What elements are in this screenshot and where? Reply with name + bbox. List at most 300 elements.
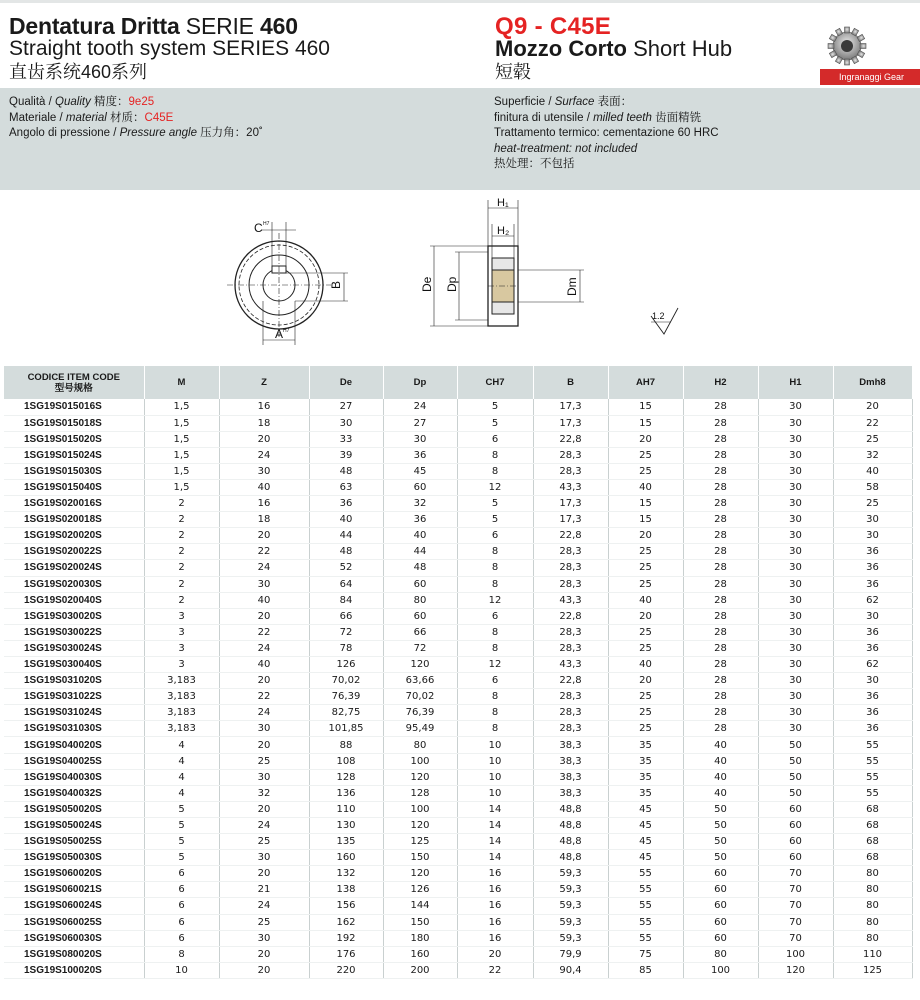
- table-cell: 5: [144, 834, 219, 850]
- table-cell: 36: [833, 544, 912, 560]
- table-row: [4, 817, 912, 833]
- series-title-cn: 直齿系统460系列: [9, 62, 148, 82]
- table-cell: 55: [608, 930, 683, 946]
- table-cell: 20: [457, 946, 533, 962]
- table-cell: 28,3: [533, 463, 608, 479]
- table-cell: 48,8: [533, 834, 608, 850]
- item-code-cell: 1SG19S040025S: [4, 753, 144, 769]
- table-cell: 8: [457, 560, 533, 576]
- table-cell: 8: [457, 721, 533, 737]
- table-cell: 12: [457, 657, 533, 673]
- catalog-header: [0, 0, 920, 190]
- table-row: [4, 930, 912, 946]
- table-cell: 76,39: [309, 689, 383, 705]
- table-cell: 8: [457, 689, 533, 705]
- table-cell: 28: [683, 576, 758, 592]
- table-cell: 25: [608, 705, 683, 721]
- table-cell: 6: [457, 608, 533, 624]
- table-cell: 28: [683, 544, 758, 560]
- item-code-cell: 1SG19S015030S: [4, 463, 144, 479]
- table-row: [4, 640, 912, 656]
- table-cell: 1,5: [144, 431, 219, 447]
- table-cell: 20: [608, 673, 683, 689]
- table-cell: 70: [758, 930, 833, 946]
- item-code-cell: 1SG19S030022S: [4, 624, 144, 640]
- table-cell: 68: [833, 834, 912, 850]
- col-H1-header: H1: [758, 366, 833, 399]
- table-cell: 100: [758, 946, 833, 962]
- table-cell: 80: [383, 592, 457, 608]
- table-cell: 40: [683, 753, 758, 769]
- table-cell: 20: [219, 866, 309, 882]
- table-cell: 60: [683, 898, 758, 914]
- table-cell: 130: [309, 817, 383, 833]
- table-cell: 55: [833, 737, 912, 753]
- table-cell: 30: [758, 624, 833, 640]
- table-row: [4, 399, 912, 415]
- table-cell: 40: [383, 528, 457, 544]
- table-cell: 20: [833, 399, 912, 415]
- table-cell: 59,3: [533, 898, 608, 914]
- table-cell: 20: [608, 608, 683, 624]
- table-cell: 36: [833, 705, 912, 721]
- table-cell: 156: [309, 898, 383, 914]
- table-cell: 16: [457, 866, 533, 882]
- table-cell: 30: [219, 850, 309, 866]
- table-cell: 135: [309, 834, 383, 850]
- table-cell: 32: [219, 785, 309, 801]
- table-cell: 150: [383, 850, 457, 866]
- table-cell: 2: [144, 528, 219, 544]
- table-cell: 45: [383, 463, 457, 479]
- table-row: [4, 866, 912, 882]
- table-cell: 108: [309, 753, 383, 769]
- table-cell: 8: [457, 576, 533, 592]
- top-rule: [0, 0, 920, 3]
- table-cell: 120: [383, 769, 457, 785]
- table-cell: 28: [683, 399, 758, 415]
- table-cell: 25: [608, 447, 683, 463]
- table-cell: 30: [758, 528, 833, 544]
- item-code-cell: 1SG19S030024S: [4, 640, 144, 656]
- series-title-en: Straight tooth system SERIES 460: [9, 37, 330, 60]
- table-cell: 20: [219, 608, 309, 624]
- table-cell: 6: [144, 914, 219, 930]
- table-cell: 45: [608, 834, 683, 850]
- table-cell: 85: [608, 962, 683, 978]
- table-cell: 30: [758, 415, 833, 431]
- item-code-cell: 1SG19S020018S: [4, 512, 144, 528]
- table-row: [4, 914, 912, 930]
- table-cell: 28: [683, 512, 758, 528]
- table-cell: 1,5: [144, 479, 219, 495]
- table-cell: 28: [683, 608, 758, 624]
- table-row: [4, 512, 912, 528]
- item-code-cell: 1SG19S050024S: [4, 817, 144, 833]
- table-cell: 136: [309, 785, 383, 801]
- table-cell: 14: [457, 801, 533, 817]
- table-cell: 20: [219, 801, 309, 817]
- table-cell: 20: [219, 962, 309, 978]
- table-cell: 28: [683, 415, 758, 431]
- table-cell: 20: [219, 431, 309, 447]
- table-cell: 40: [833, 463, 912, 479]
- table-cell: 30: [758, 447, 833, 463]
- table-cell: 28,3: [533, 576, 608, 592]
- table-row: [4, 608, 912, 624]
- col-B-header: B: [533, 366, 608, 399]
- table-cell: 59,3: [533, 882, 608, 898]
- table-cell: 70: [758, 898, 833, 914]
- table-cell: 5: [457, 496, 533, 512]
- table-cell: 38,3: [533, 769, 608, 785]
- table-row: [4, 882, 912, 898]
- table-cell: 160: [309, 850, 383, 866]
- table-cell: 59,3: [533, 866, 608, 882]
- table-cell: 60: [383, 608, 457, 624]
- table-cell: 30: [758, 592, 833, 608]
- table-cell: 24: [219, 817, 309, 833]
- table-row: [4, 415, 912, 431]
- table-cell: 60: [383, 576, 457, 592]
- table-cell: 30: [219, 721, 309, 737]
- label-B: B: [329, 280, 343, 289]
- table-cell: 25: [608, 560, 683, 576]
- table-cell: 55: [833, 785, 912, 801]
- table-cell: 125: [833, 962, 912, 978]
- table-cell: 24: [219, 898, 309, 914]
- spec-heat-treatment-en: heat-treatment: not included: [494, 142, 638, 155]
- table-cell: 30: [758, 479, 833, 495]
- table-cell: 30: [833, 673, 912, 689]
- table-cell: 20: [608, 431, 683, 447]
- table-cell: 8: [144, 946, 219, 962]
- table-cell: 17,3: [533, 415, 608, 431]
- label-C: C: [254, 221, 263, 235]
- table-cell: 15: [608, 496, 683, 512]
- table-cell: 50: [758, 769, 833, 785]
- table-cell: 6: [457, 673, 533, 689]
- table-cell: 38,3: [533, 737, 608, 753]
- table-cell: 17,3: [533, 512, 608, 528]
- table-cell: 4: [144, 753, 219, 769]
- table-body: [4, 399, 912, 978]
- table-cell: 50: [683, 817, 758, 833]
- table-cell: 24: [219, 560, 309, 576]
- table-cell: 28: [683, 640, 758, 656]
- label-C-sup: H7: [263, 221, 270, 227]
- table-cell: 3,183: [144, 721, 219, 737]
- table-cell: 55: [833, 753, 912, 769]
- item-code-cell: 1SG19S015040S: [4, 479, 144, 495]
- table-cell: 70: [758, 882, 833, 898]
- table-cell: 192: [309, 930, 383, 946]
- table-cell: 22: [219, 689, 309, 705]
- table-cell: 25: [219, 753, 309, 769]
- table-cell: 150: [383, 914, 457, 930]
- table-cell: 36: [383, 512, 457, 528]
- table-cell: 36: [833, 576, 912, 592]
- table-cell: 48: [309, 463, 383, 479]
- table-cell: 10: [457, 737, 533, 753]
- item-code-cell: 1SG19S060030S: [4, 930, 144, 946]
- table-cell: 28: [683, 624, 758, 640]
- table-cell: 120: [758, 962, 833, 978]
- product-name: Mozzo Corto Short Hub: [495, 36, 733, 61]
- table-cell: 25: [608, 640, 683, 656]
- table-row: [4, 592, 912, 608]
- table-cell: 25: [608, 544, 683, 560]
- gear-drawing: [0, 190, 920, 360]
- table-row: [4, 560, 912, 576]
- table-cell: 25: [608, 721, 683, 737]
- table-cell: 30: [758, 576, 833, 592]
- table-cell: 30: [833, 528, 912, 544]
- table-cell: 30: [219, 463, 309, 479]
- table-row: [4, 721, 912, 737]
- table-cell: 20: [219, 528, 309, 544]
- spec-heat-treatment: Trattamento termico: cementazione 60 HRC: [494, 127, 719, 139]
- table-cell: 22: [457, 962, 533, 978]
- col-De-header: De: [309, 366, 383, 399]
- table-cell: 100: [383, 801, 457, 817]
- table-cell: 25: [833, 496, 912, 512]
- table-cell: 55: [833, 769, 912, 785]
- item-code-cell: 1SG19S060025S: [4, 914, 144, 930]
- table-cell: 110: [833, 946, 912, 962]
- table-cell: 30: [758, 657, 833, 673]
- table-cell: 28,3: [533, 447, 608, 463]
- table-cell: 176: [309, 946, 383, 962]
- table-cell: 70,02: [309, 673, 383, 689]
- col-CH7-header: CH7: [457, 366, 533, 399]
- table-cell: 66: [383, 624, 457, 640]
- specs-right: [494, 95, 719, 173]
- table-cell: 52: [309, 560, 383, 576]
- table-cell: 45: [608, 850, 683, 866]
- col-M-header: M: [144, 366, 219, 399]
- table-cell: 10: [457, 753, 533, 769]
- gear-icon: [820, 20, 920, 70]
- table-cell: 40: [608, 657, 683, 673]
- table-cell: 15: [608, 399, 683, 415]
- table-cell: 6: [144, 898, 219, 914]
- table-cell: 40: [683, 785, 758, 801]
- table-row: [4, 496, 912, 512]
- table-row: [4, 689, 912, 705]
- table-cell: 22: [219, 624, 309, 640]
- table-cell: 40: [219, 479, 309, 495]
- table-cell: 10: [457, 785, 533, 801]
- table-cell: 44: [383, 544, 457, 560]
- table-cell: 40: [608, 479, 683, 495]
- table-row: [4, 624, 912, 640]
- table-cell: 28: [683, 657, 758, 673]
- spec-heat-treatment-cn: 热处理：不包括: [494, 158, 575, 170]
- table-cell: 5: [144, 817, 219, 833]
- table-cell: 138: [309, 882, 383, 898]
- table-cell: 36: [383, 447, 457, 463]
- table-cell: 20: [219, 737, 309, 753]
- table-cell: 30: [309, 415, 383, 431]
- table-cell: 30: [758, 431, 833, 447]
- table-cell: 30: [758, 560, 833, 576]
- table-cell: 60: [683, 914, 758, 930]
- table-cell: 28: [683, 689, 758, 705]
- table-cell: 2: [144, 592, 219, 608]
- series-title-it: Dentatura Dritta SERIE 460: [9, 13, 298, 39]
- table-cell: 132: [309, 866, 383, 882]
- table-cell: 120: [383, 866, 457, 882]
- table-cell: 126: [383, 882, 457, 898]
- table-cell: 60: [683, 930, 758, 946]
- spec-material: Materiale / material 材质：C45E: [9, 111, 174, 124]
- table-cell: 14: [457, 817, 533, 833]
- table-cell: 22: [833, 415, 912, 431]
- table-row: [4, 753, 912, 769]
- table-cell: 25: [608, 576, 683, 592]
- item-code-cell: 1SG19S050020S: [4, 801, 144, 817]
- table-cell: 8: [457, 447, 533, 463]
- table-cell: 220: [309, 962, 383, 978]
- item-code-cell: 1SG19S040032S: [4, 785, 144, 801]
- table-cell: 70: [758, 866, 833, 882]
- table-cell: 3,183: [144, 673, 219, 689]
- table-cell: 30: [833, 512, 912, 528]
- table-cell: 125: [383, 834, 457, 850]
- table-cell: 14: [457, 834, 533, 850]
- col-Dp-header: Dp: [383, 366, 457, 399]
- table-cell: 36: [833, 689, 912, 705]
- item-code-cell: 1SG19S030040S: [4, 657, 144, 673]
- item-code-table: [4, 366, 913, 979]
- table-cell: 2: [144, 576, 219, 592]
- item-code-cell: 1SG19S040030S: [4, 769, 144, 785]
- table-cell: 40: [608, 592, 683, 608]
- table-cell: 30: [758, 673, 833, 689]
- item-code-cell: 1SG19S020022S: [4, 544, 144, 560]
- table-cell: 16: [457, 914, 533, 930]
- table-cell: 90,4: [533, 962, 608, 978]
- table-cell: 25: [219, 914, 309, 930]
- table-cell: 80: [383, 737, 457, 753]
- table-cell: 78: [309, 640, 383, 656]
- table-cell: 25: [608, 689, 683, 705]
- table-cell: 30: [758, 399, 833, 415]
- label-De: De: [420, 276, 434, 292]
- table-cell: 6: [144, 882, 219, 898]
- table-cell: 28,3: [533, 721, 608, 737]
- table-cell: 63: [309, 479, 383, 495]
- table-cell: 30: [833, 608, 912, 624]
- table-cell: 43,3: [533, 479, 608, 495]
- table-cell: 24: [219, 640, 309, 656]
- table-cell: 55: [608, 866, 683, 882]
- table-cell: 6: [457, 431, 533, 447]
- table-cell: 28: [683, 592, 758, 608]
- table-cell: 60: [758, 801, 833, 817]
- table-cell: 28,3: [533, 560, 608, 576]
- table-cell: 100: [683, 962, 758, 978]
- table-cell: 50: [683, 850, 758, 866]
- table-cell: 50: [683, 834, 758, 850]
- table-cell: 162: [309, 914, 383, 930]
- table-cell: 45: [608, 801, 683, 817]
- item-code-cell: 1SG19S050025S: [4, 834, 144, 850]
- table-cell: 8: [457, 640, 533, 656]
- table-cell: 43,3: [533, 592, 608, 608]
- table-cell: 28: [683, 479, 758, 495]
- table-row: [4, 673, 912, 689]
- table-cell: 22,8: [533, 673, 608, 689]
- table-cell: 180: [383, 930, 457, 946]
- table-cell: 35: [608, 785, 683, 801]
- table-cell: 22,8: [533, 431, 608, 447]
- table-cell: 40: [219, 592, 309, 608]
- table-cell: 28,3: [533, 640, 608, 656]
- table-cell: 6: [144, 866, 219, 882]
- table-cell: 82,75: [309, 705, 383, 721]
- table-cell: 25: [608, 624, 683, 640]
- table-cell: 35: [608, 753, 683, 769]
- table-row: [4, 834, 912, 850]
- item-code-cell: 1SG19S020030S: [4, 576, 144, 592]
- table-cell: 28: [683, 528, 758, 544]
- table-cell: 48: [309, 544, 383, 560]
- table-cell: 45: [608, 817, 683, 833]
- spec-surface: Superficie / Surface 表面：: [494, 96, 633, 108]
- table-cell: 3,183: [144, 689, 219, 705]
- table-row: [4, 737, 912, 753]
- table-cell: 28,3: [533, 544, 608, 560]
- col-Dmh8-header: Dmh8: [833, 366, 912, 399]
- table-cell: 50: [683, 801, 758, 817]
- spec-quality: Qualità / Quality 精度：9e25: [9, 96, 155, 108]
- table-cell: 62: [833, 592, 912, 608]
- label-roughness: 1.2: [652, 311, 665, 321]
- table-cell: 101,85: [309, 721, 383, 737]
- label-H2: H₂: [497, 225, 510, 237]
- table-cell: 27: [383, 415, 457, 431]
- table-cell: 40: [309, 512, 383, 528]
- item-code-cell: 1SG19S050030S: [4, 850, 144, 866]
- item-code-cell: 1SG19S031020S: [4, 673, 144, 689]
- table-cell: 8: [457, 624, 533, 640]
- table-cell: 35: [608, 737, 683, 753]
- table-cell: 36: [833, 624, 912, 640]
- col-code-header: CODICE ITEM CODE 型号规格: [4, 366, 144, 399]
- table-cell: 58: [833, 479, 912, 495]
- table-cell: 4: [144, 769, 219, 785]
- table-cell: 28: [683, 673, 758, 689]
- table-cell: 59,3: [533, 914, 608, 930]
- table-cell: 48,8: [533, 850, 608, 866]
- label-A-sup: H7: [283, 328, 290, 334]
- table-cell: 28: [683, 705, 758, 721]
- table-cell: 20: [219, 673, 309, 689]
- item-code-cell: 1SG19S015024S: [4, 447, 144, 463]
- table-cell: 14: [457, 850, 533, 866]
- product-code: Q9 - C45E: [495, 13, 612, 40]
- table-cell: 40: [219, 657, 309, 673]
- table-cell: 72: [309, 624, 383, 640]
- product-name-cn: 短毂: [495, 62, 531, 82]
- item-code-cell: 1SG19S015016S: [4, 399, 144, 415]
- table-cell: 16: [457, 882, 533, 898]
- table-cell: 80: [833, 914, 912, 930]
- table-cell: 120: [383, 817, 457, 833]
- table-cell: 48,8: [533, 817, 608, 833]
